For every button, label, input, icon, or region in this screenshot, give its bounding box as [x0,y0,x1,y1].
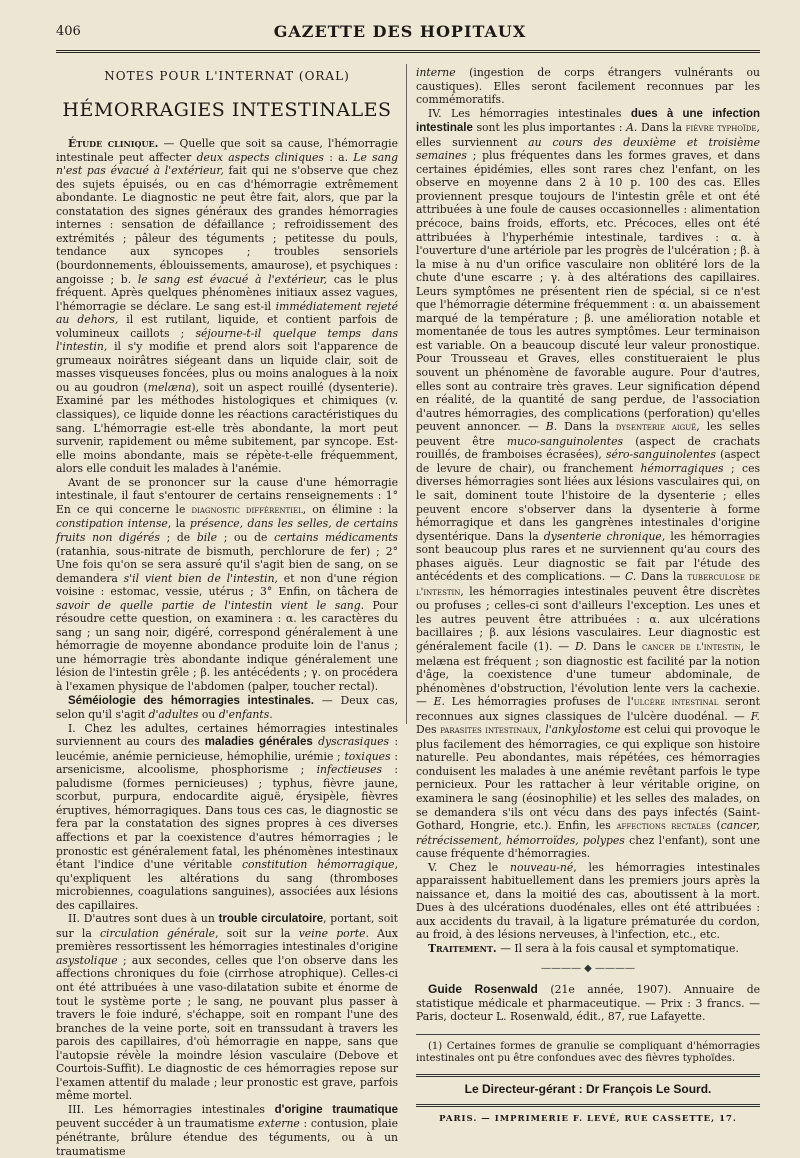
paragraph-circulatory: II. D'autres sont dues à un trouble circulatoire, portant, soit sur la circulation générale, soit sur la veine porte. Aux premières ressortissent les hémorragies intestinales d'origine asystolique ; aux secondes, celles que l'on observe dans les affections chroniques du foie (cirrhose atrophique). Celles-ci ont été attribuées à une vaso-dilatation subite et énorme de tout le système porte ; le sang, ne pouvant plus passer à travers le foie induré, s'échappe, soit en rompant l'une des branches de la veine porte, soit en transsudant à travers les parois des capillaires, d'où hémorragie en nappe, sans que l'autopsie révèle la moindre lésion vasculaire (Debove et Courtois-Suffit). Le diagnostic de ces hémorragies repose sur l'examen attentif du malade ; leur pronostic est grave, parfois même mortel. [56,912,398,1103]
left-column [56,66,398,1158]
article-title: HÉMORRAGIES INTESTINALES [62,98,392,121]
paragraph-general-diseases: I. Chez les adultes, certaines hémorragies intestinales surviennent au cours des maladies générales dyscrasiques : leucémie, anémie pernicieuse, hémophilie, urémie ; toxiques : arsenicisme, alcoolisme, phosphorisme ; infectieuses : paludisme (formes pernicieuses) ; typhus, fièvre jaune, scorbut, purpura, endocardite aiguë, érysipèle, fièvres éruptives, hémorragiques. Dans tous ces cas, le diagnostic se fera par la constatation des signes propres à ces diverses affections et par la coexistence d'autres hémorragies ; le pronostic est généralement fatal, les phénomènes intestinaux étant l'indice d'une véritable constitution hémorragique, qu'expliquent les altérations du sang (thromboses microbiennes, coagulations sanguines), associées aux lésions des capillaires. [56,721,399,912]
paragraph-newborn: V. Chez le nouveau-né, les hémorragies intestinales apparaissent habituellement dans les premiers jours après la naissance et, dans la moitié des cas, aboutissent à la mort. Dues à des ulcérations duodénales, elles ont été attribuées : aux accidents du travail, à la ligature prématurée du cordon, au froid, à des lésions nerveuses, à l'infection, etc., etc. [416,860,760,942]
footnote-rule [416,1034,760,1035]
section-label: NOTES POUR L'INTERNAT (ORAL) [104,69,350,83]
header-rule [56,50,760,53]
paragraph-infection: IV. Les hémorragies intestinales dues à une infection intestinale sont les plus importantes : A. Dans la fièvre typhoïde, elles surviennent au cours des deuxième et troisième semaines ; plus fréquentes dans les formes graves, et dans certaines épidémies, elles sont rares chez l'enfant, on les observe en moyenne dans 2 à 10 p. 100 des cas. Elles proviennent presque toujours de l'intestin grêle et ont été attribuées à une foule de causes occasionnelles : alimentation précoce, bains froids, efforts, etc. Précoces, elles ont été attribuées à l'hyperhémie intestinale, tardives : α. à l'ouverture d'une artériole par les progrès de l'ulcération ; β. à la mise à nu d'un orifice vasculaire non oblitéré lors de la chute d'une escarre ; γ. à des altérations des capillaires. Leurs symptômes ne présentent rien de spécial, si ce n'est que l'hémorragie détermine fréquemment : α. un abaissement marqué de la température ; β. une amélioration notable et momentanée de tous les autres symptômes. Leur terminaison est variable. On a beaucoup discuté leur valeur pronostique. Pour Trousseau et Graves, elles constitueraient le plus souvent un phénomène de favorable augure. Pour d'autres, elles sont au contraire très graves. Leur signification dépend en réalité, de la quantité de sang perdue, de l'association d'autres hémorragies, des complications (perforation) qu'elles peuvent annoncer. — B. Dans la dysenterie aiguë, les selles peuvent être muco-sanguinolentes (aspect de crachats rouillés, de framboises écrasées), séro-sanguinolentes (aspect de levure de chair), ou franchement hémorragiques ; ces diverses hémorragies sont liées aux lésions vasculaires qui, on le sait, dominent toute l'histoire de la dysenterie ; elles peuvent encore s'observer dans la dysenterie à forme hémorragique et dans les gangrènes intestinales d'origine dysentérique. Dans la dysenterie chronique, les hémorragies sont beaucoup plus rares et ne surviennent qu'au cours des phases aiguës. Leur diagnostic se fait par l'étude des antécédents et des complications. — C. Dans la tuberculose de l'intestin, les hémorragies intestinales peuvent être discrètes ou profuses ; celles-ci sont d'ailleurs l'exception. Les unes et les autres peuvent être attribuées : α. aux ulcérations bacillaires ; β. aux lésions vasculaires. Leur diagnostic est généralement facile (1). — D. Dans le cancer de l'intestin, le melæna est fréquent ; son diagnostic est facilité par la notion d'âge, la coexistence d'une tumeur abdominale, de phénomènes d'obstruction, l'évolution lente vers la cachexie. — E. Les hémorragies profuses de l'ulcère intestinal seront reconnues aux signes classiques de l'ulcère duodénal. — F. Des parasites intestinaux, l'ankylostome est celui qui provoque le plus facilement des hémorragies, ce qui explique son histoire naturelle. Peu abondantes, mais répétées, ces hémorragies conduisent les malades à une anémie revêtant parfois le type pernicieux. Pour les rattacher à leur véritable origine, on examinera le sang (éosinophilie) et les selles des malades, on se demandera s'ils ont vécu dans des pays infectés (Saint-Gothard, Hongrie, etc.). Enfin, les affections rectales (cancer, rétrécissement, hémorroïdes, polypes chez l'enfant), sont une cause fréquente d'hémorragies. [416,106,761,861]
paragraph-semeiology: Séméiologie des hémorragies intestinales. — Deux cas, selon qu'il s'agit d'adultes ou d'enfants. [56,693,398,722]
paragraph-differential: Avant de se prononcer sur la cause d'une hémorragie intestinale, il faut s'entourer de certains renseignements : 1° En ce qui concerne le diagnostic différentiel, on élimine : la constipation intense, la présence, dans les selles, de certains fruits non digérés ; de bile ; ou de certains médicaments (ratanhia, sous-nitrate de bismuth, perchlorure de fer) ; 2° Une fois qu'on se sera assuré qu'il s'agit bien de sang, on se demandera s'il vient bien de l'intestin, et non d'une région voisine : estomac, vessie, utérus ; 3° Enfin, on tâchera de savoir de quelle partie de l'intestin vient le sang. Pour résoudre cette question, on examinera : α. les caractères du sang ; un sang noir, digéré, correspond généralement à une hémorragie de moyenne abondance produite loin de l'anus ; une hémorragie très abondante indique généralement une lésion de l'intestin grêle ; β. les antécédents ; γ. on procédera à l'examen physique de l'abdomen (palper, toucher rectal). [56,475,398,693]
paragraph-clinical-study: Étude clinique. — Quelle que soit sa cause, l'hémorragie intestinale peut affecter deux aspects cliniques : a. Le sang n'est pas évacué à l'extérieur, fait qui ne s'observe que chez des sujets épuisés, ou en cas d'hémorragie extrêmement abondante. Le diagnostic ne peut être fait, alors, que par la constatation des signes généraux des grandes hémorragies internes : sensation de défaillance ; refroidissement des extrémités ; pâleur des téguments ; petitesse du pouls, tendance aux syncopes ; troubles sensoriels (bourdonnements, éblouissements, amaurose), et psychiques : angoisse ; b. le sang est évacué à l'extérieur, cas le plus fréquent. Après quelques phénomènes initiaux assez vagues, l'hémorragie se déclare. Le sang est-il immédiatement rejeté au dehors, il est rutilant, liquide, et contient parfois de volumineux caillots ; séjourne-t-il quelque temps dans l'intestin, il s'y modifie et prend alors soit l'apparence de grumeaux noirâtres siégeant dans un liquide clair, soit de masses visqueuses foncées, plus ou moins analogues à la noix ou au goudron (melæna), soit un aspect rouillé (dysenterie). Examiné par les méthodes histologiques et chimiques (v. classiques), ce liquide donne les réactions caractéristiques du sang. L'hémorragie est-elle très abondante, la mort peut survenir, rapidement ou même subitement, par syncope. Est-elle moins abondante, mais se répète-t-elle fréquemment, alors elle conduit les malades à l'anémie. [56,137,399,476]
journal-title: GAZETTE DES HOPITAUX [273,22,527,41]
right-column [416,66,760,1127]
footer-rule [416,1074,760,1077]
ornament-divider: ———— ◆ ———— [540,962,636,974]
footnote: (1) Certaines formes de granulie se compliquant d'hémorragies intestinales ont pu être confondues avec des fièvres typhoïdes. [416,1040,760,1065]
printer-imprint: PARIS. — IMPRIMERIE F. LEVÉ, RUE CASSETTE, 17. [439,1114,737,1125]
paragraph-traumatic: III. Les hémorragies intestinales d'origine traumatique peuvent succéder à un traumatisme externe : contusion, plaie pénétrante, brûlure étendue des téguments, ou à un traumatisme [56,1102,399,1158]
paragraph-traumatic-cont: interne (ingestion de corps étrangers vulnérants ou caustiques). Elles seront facilement reconnues par les commémoratifs. [416,66,760,107]
director-manager: Le Directeur-gérant : Dr François Le Sourd. [464,1081,712,1096]
page-number: 406 [56,24,81,39]
column-rule [406,64,407,724]
guide-notice: Guide Rosenwald (21e année, 1907). Annuaire de statistique médicale et pharmaceutique. — Prix : 3 francs. — Paris, docteur L. Rosenwald, édit., 87, rue Lafayette. [416,982,761,1024]
paragraph-treatment: Traitement. — Il sera à la fois causal et symptomatique. [428,942,739,955]
footer-rule-bottom [416,1104,760,1107]
